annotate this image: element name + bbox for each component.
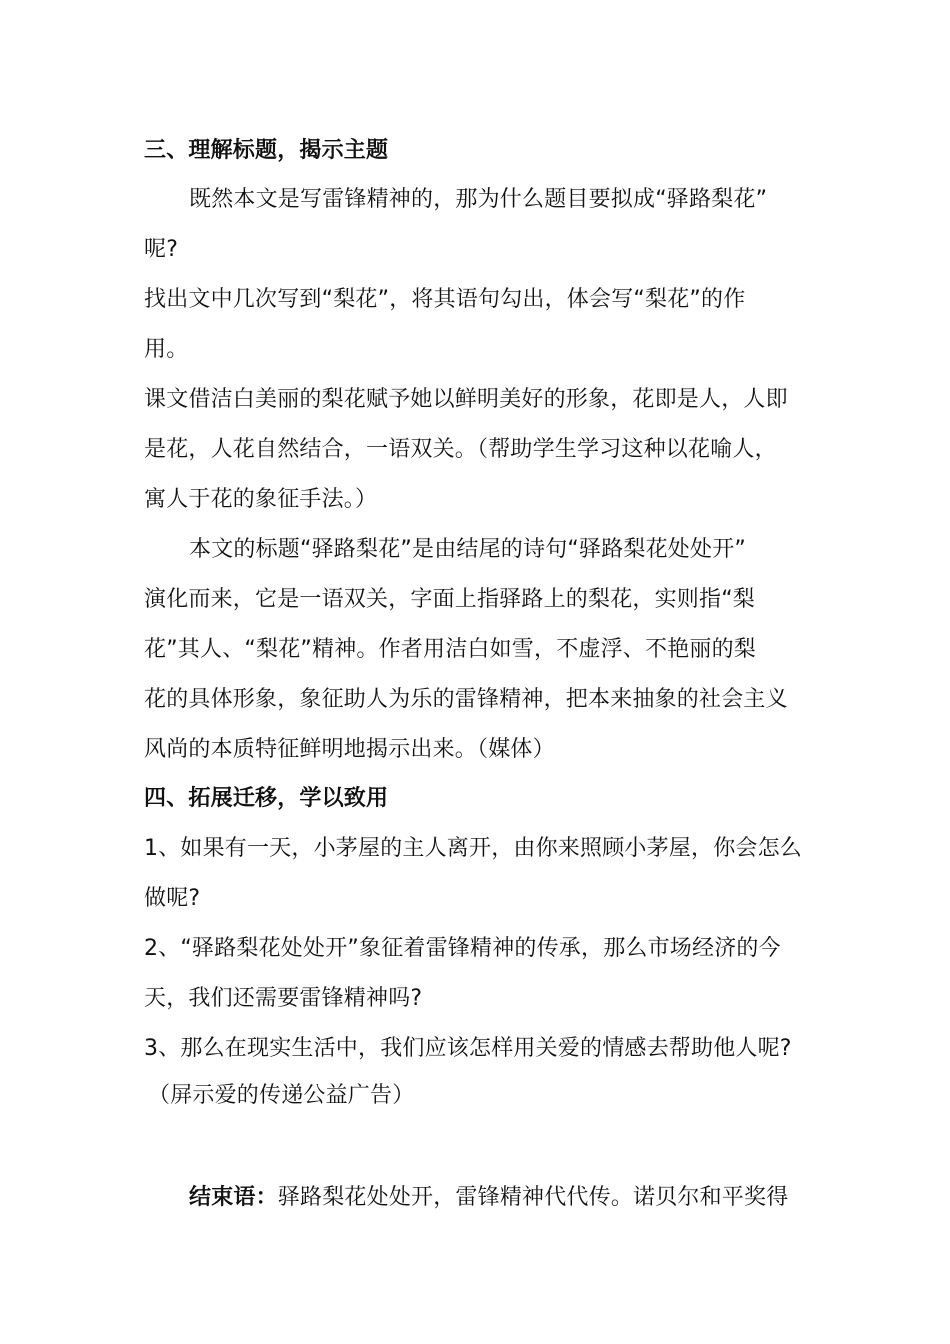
paragraph-line: 找出文中几次写到“梨花”，将其语句勾出，体会写“梨花”的作: [144, 287, 746, 312]
question-line: 3、那么在现实生活中，我们应该怎样用关爱的情感去帮助他人呢?: [144, 1036, 792, 1061]
paragraph-line: 花的具体形象，象征助人为乐的雷锋精神，把本来抽象的社会主义: [144, 687, 788, 712]
paragraph-line: 演化而来，它是一语双关，字面上指驿路上的梨花，实则指“梨: [144, 587, 755, 612]
paragraph-line: 寓人于花的象征手法。）: [144, 487, 378, 512]
question-line: 做呢?: [144, 886, 201, 911]
closing-label: 结束语：: [189, 1185, 278, 1210]
question-line: 2、“驿路梨花处处开”象征着雷锋精神的传承，那么市场经济的今: [144, 936, 781, 961]
section-4-heading: 四、拓展迁移，学以致用: [144, 786, 389, 811]
question-line: （屏示爱的传递公益广告）: [148, 1083, 415, 1108]
closing-text: 驿路梨花处处开，雷锋精神代代传。诺贝尔和平奖得: [277, 1185, 789, 1210]
paragraph-line: 本文的标题“驿路梨花”是由结尾的诗句“驿路梨花处处开”: [189, 537, 746, 562]
question-line: 天，我们还需要雷锋精神吗?: [144, 986, 423, 1011]
paragraph-line: 花”其人、“梨花”精神。作者用洁白如雪，不虚浮、不艳丽的梨: [144, 637, 756, 662]
paragraph-line: 呢?: [144, 237, 179, 262]
section-3-heading: 三、理解标题，揭示主题: [144, 138, 389, 163]
paragraph-line: 是花，人花自然结合，一语双关。（帮助学生学习这种以花喻人，: [144, 437, 777, 462]
closing-paragraph: [189, 1183, 859, 1213]
paragraph-line: 用。: [144, 337, 189, 362]
question-line: 1、如果有一天，小茅屋的主人离开，由你来照顾小茅屋，你会怎么: [144, 836, 802, 861]
paragraph-line: 风尚的本质特征鲜明地揭示出来。（媒体）: [144, 737, 555, 762]
paragraph-line: 课文借洁白美丽的梨花赋予她以鲜明美好的形象，花即是人，人即: [144, 387, 788, 412]
paragraph-line: 既然本文是写雷锋精神的，那为什么题目要拟成“驿路梨花”: [189, 187, 768, 212]
